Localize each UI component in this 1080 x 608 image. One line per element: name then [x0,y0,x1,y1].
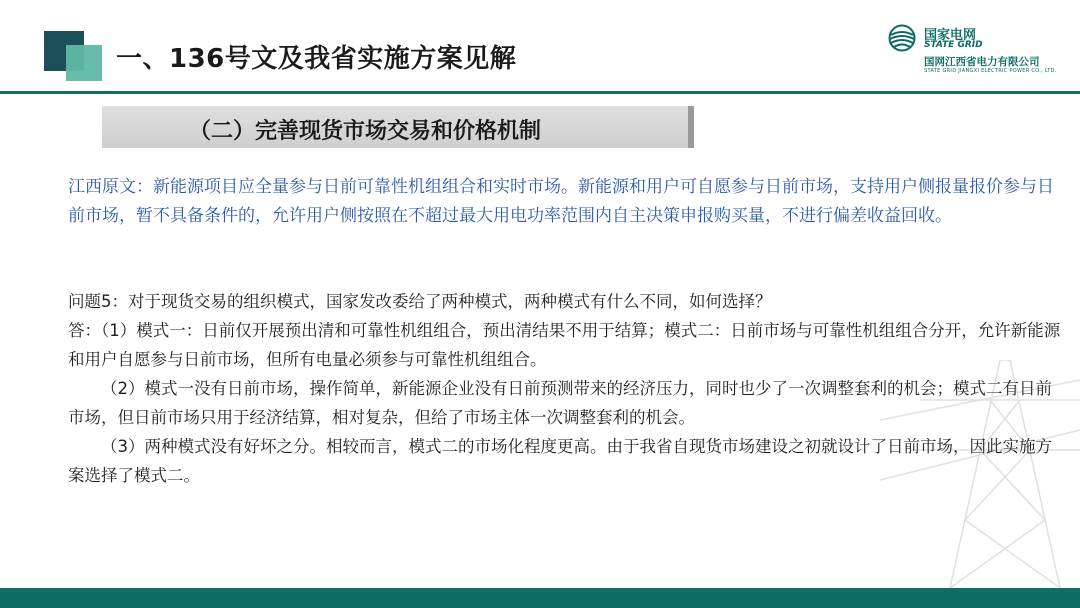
section-subtitle: （二）完善现货市场交易和价格机制 [189,119,542,144]
logo-company-cn: 国网江西省电力有限公司 [924,56,1040,68]
answer-paragraph-3: （3）两种模式没有好坏之分。相较而言，模式二的市场化程度更高。由于我省自现货市场建设之初就设计了日前市场，因此实施方案选择了模式二。 [68,437,1052,485]
answer-paragraph-1: 答：（1）模式一：日前仅开展预出清和可靠性机组组合，预出清结果不用于结算；模式二：日前市场与可靠性机组组合分开，允许新能源和用户自愿参与日前市场，但所有电量必须参与可靠性机组组合。 [68,321,1061,369]
logo-company-en: STATE GRID JIANGXI ELECTRIC POWER CO., LTD. [924,68,1057,74]
answer-paragraph-2: （2）模式一没有日前市场，操作简单，新能源企业没有日前预测带来的经济压力，同时也少了一次调整套利的机会；模式二有日前市场，但日前市场只用于经济结算，相对复杂，但给了市场主体一次调整套利的机会。 [68,379,1052,427]
section-subtitle-bar [102,106,694,148]
logo-cn-name: 国家电网 [924,28,977,43]
title-mark-light-square [66,45,102,81]
question-text: 问题5：对于现货交易的组织模式，国家发改委给了两种模式，两种模式有什么不同，如何选择？ [68,292,772,311]
page-title: 一、136号文及我省实施方案见解 [116,44,517,74]
header-divider [0,91,1080,94]
footer-bar [0,588,1080,608]
title-decoration [44,31,102,83]
jiangxi-original-quote: 江西原文：新能源项目应全量参与日前可靠性机组组合和实时市场。新能源和用户可自愿参与日前市场，支持用户侧报量报价参与日前市场，暂不具备条件的，允许用户侧按照在不超过最大用电功率范围内自主决策申报购买量，不进行偏差收益回收。 [68,177,1054,226]
globe-icon [888,24,916,52]
state-grid-logo [888,22,1068,78]
power-tower-watermark [880,360,1080,588]
logo-en-name: STATE GRID [924,40,983,50]
